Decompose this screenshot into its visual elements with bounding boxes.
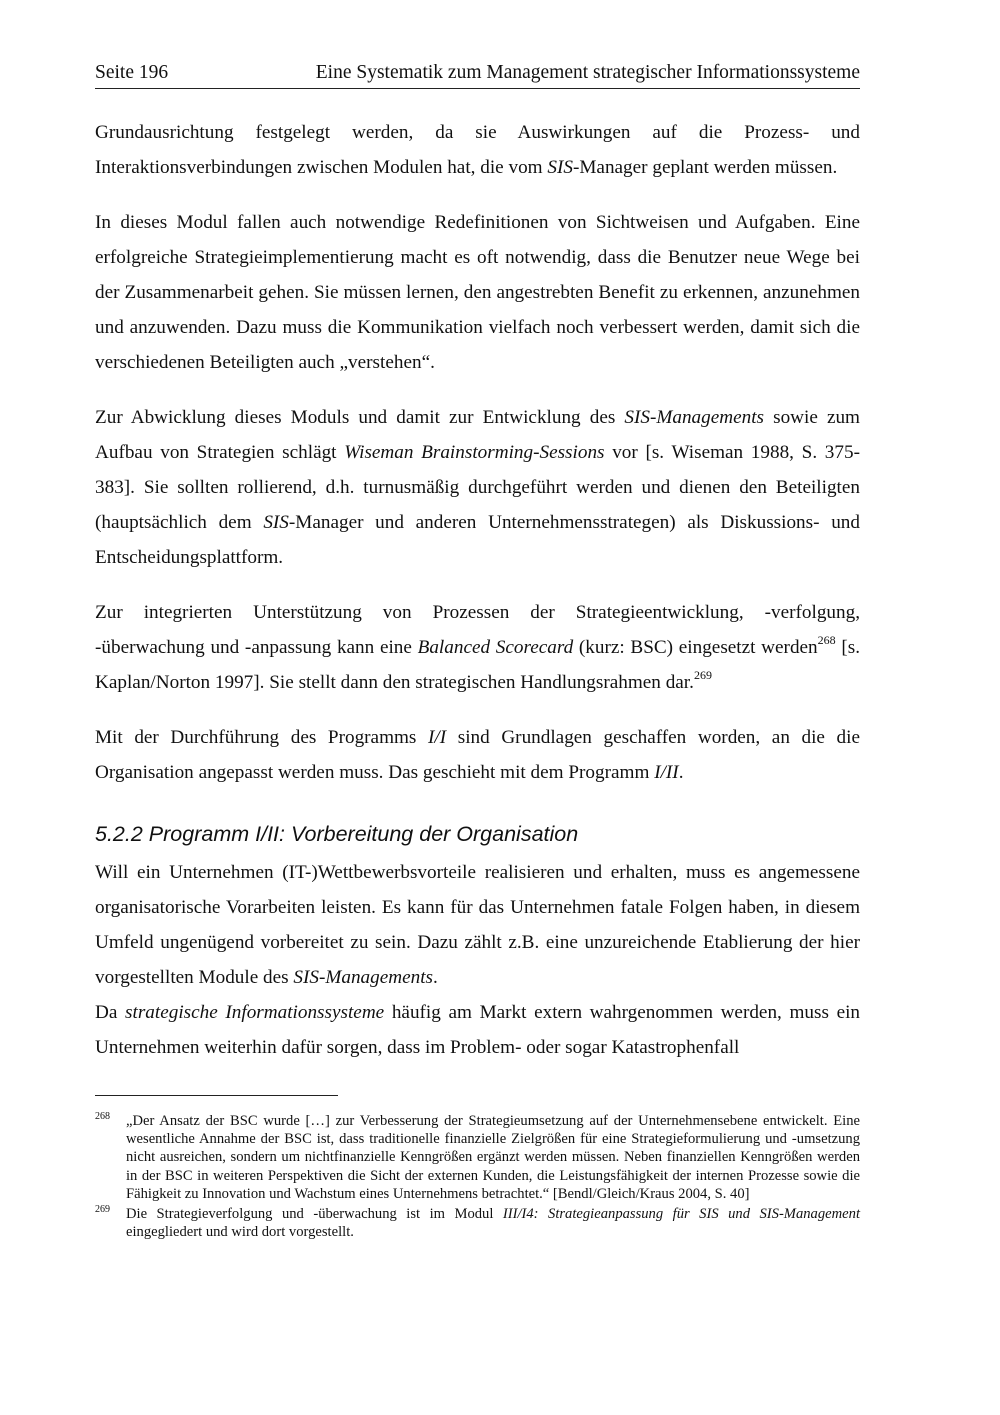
- footnote-ref-268[interactable]: 268: [817, 633, 836, 647]
- text-run: Will ein Unternehmen (IT-)Wettbewerbsvorteile realisieren und erhalten, muss es angemessene organisatorische Vorarbeiten leisten. Es kann für das Unternehmen fatale Folgen haben, in diesem Umfeld ungenügend vorbereitet zu sein. Dazu zählt z.B. eine unzureichende Etablierung der hier vorgestellten Module des: [95, 862, 860, 988]
- page-header: [95, 62, 860, 89]
- italic-term: I/II: [654, 762, 679, 783]
- text-run: sowie zum Aufbau von Strategien schlägt: [95, 407, 860, 463]
- footnote-number: 268: [95, 1111, 110, 1122]
- text-run: [s. Kaplan/Norton 1997]. Sie stellt dann den strategischen Handlungsrahmen dar.: [95, 637, 861, 693]
- text-run: sind Grundlagen geschaffen worden, an die die Organisation angepasst werden muss. Das geschieht mit dem Programm: [95, 727, 860, 783]
- running-title: Eine Systematik zum Management strategischer Informationssysteme: [315, 62, 860, 83]
- italic-term: Balanced Scorecard: [417, 637, 574, 658]
- italic-term: strategische Informationssysteme: [125, 1002, 385, 1023]
- page-number: Seite 196: [95, 62, 169, 83]
- paragraph-2: In dieses Modul fallen auch notwendige Redefinitionen von Sichtweisen und Aufgaben. Eine erfolgreiche Strategieimplementierung macht es oft notwendig, dass die Benutzer neue Wege bei der Zusammenarbeit gehen. Sie müssen lernen, den angestrebten Benefit zu erkennen, anzunehmen und anzuwenden. Dazu muss die Kommunikation vielfach noch verbessert werden, damit sich die verschiedenen Beteiligten auch „verstehen“.: [95, 212, 860, 373]
- italic-term: SIS: [263, 512, 289, 533]
- body-text-upper: [95, 115, 860, 790]
- italic-term: Wiseman Brainstorming-Sessions: [344, 442, 605, 463]
- italic-term: SIS-Managements: [293, 967, 434, 988]
- italic-term: SIS: [547, 157, 573, 178]
- text-run: .: [433, 967, 438, 988]
- footnote-268: [95, 1112, 860, 1203]
- text-run: -Manager und anderen Unternehmensstrategen) als Diskussions- und Entscheidungsplattform.: [95, 512, 860, 568]
- paragraph-4: [95, 595, 860, 700]
- italic-term: SIS-Managements: [624, 407, 765, 428]
- text-run: häufig am Markt extern wahrgenommen werden, muss ein Unternehmen weiterhin dafür sorgen, dass im Problem- oder sogar Katastrophenfall: [95, 1002, 861, 1058]
- body-text-lower: [95, 855, 860, 1065]
- italic-term: III/I4: Strategieanpassung für SIS und SIS-Management: [502, 1206, 860, 1223]
- text-run: Zur integrierten Unterstützung von Prozessen der Strategieentwicklung, -verfolgung, -überwachung und -anpassung kann eine: [95, 602, 860, 658]
- footnote-ref-269[interactable]: 269: [693, 668, 712, 682]
- text-run: vor [s. Wiseman 1988, S. 375-383]. Sie sollten rollierend, d.h. turnusmäßig durchgeführt werden und dienen den Beteiligten (hauptsächlich dem: [95, 442, 860, 533]
- section-heading: 5.2.2 Programm I/II: Vorbereitung der Organisation: [95, 822, 579, 846]
- paragraph-1: [95, 115, 860, 185]
- text-run: eingegliedert und wird dort vorgestellt.: [126, 1224, 354, 1241]
- paragraph-5: [95, 720, 860, 790]
- paragraph-7: [95, 995, 860, 1065]
- text-run: Grundausrichtung festgelegt werden, da sie Auswirkungen auf die Prozess- und Interaktionsverbindungen zwischen Modulen hat, die vom: [95, 122, 860, 178]
- text-run: -Manager geplant werden müssen.: [572, 157, 838, 178]
- footnote-separator: [95, 1095, 338, 1096]
- italic-term: I/I: [428, 727, 447, 748]
- text-run: (kurz: BSC) eingesetzt werden: [573, 637, 818, 658]
- footnotes: [95, 1112, 860, 1243]
- footnote-number: 269: [95, 1204, 110, 1216]
- text-run: Die Strategieverfolgung und -überwachung ist im Modul: [126, 1206, 503, 1223]
- paragraph-3: [95, 400, 860, 575]
- text-run: Da: [95, 1002, 126, 1023]
- text-run: Mit der Durchführung des Programms: [95, 727, 428, 748]
- text-run: Zur Abwicklung dieses Moduls und damit zur Entwicklung des: [95, 407, 625, 428]
- paragraph-6: [95, 855, 860, 995]
- text-run: .: [678, 762, 684, 783]
- footnote-text: „Der Ansatz der BSC wurde […] zur Verbesserung der Strategieumsetzung auf der Unternehmensebene entwickelt. Eine wesentliche Annahme der BSC ist, dass traditionelle finanzielle Zielgrößen für eine Strategieformulierung und -umsetzung nicht ausreichen, sondern um nichtfinanzielle Kenngrößen ergänzt werden müssen. Neben finanziellen Kenngrößen werden in der BSC in weiteren Perspektiven die Sicht der externen Kunden, die Leistungsfähigkeit der internen Prozesse sowie die Fähigkeit zu Innovation und Wachstum eines Unternehmens betrachtet.“ [Bendl/Gleich/Kraus 2004, S. 40]: [126, 1113, 860, 1202]
- footnote-269: [95, 1205, 860, 1241]
